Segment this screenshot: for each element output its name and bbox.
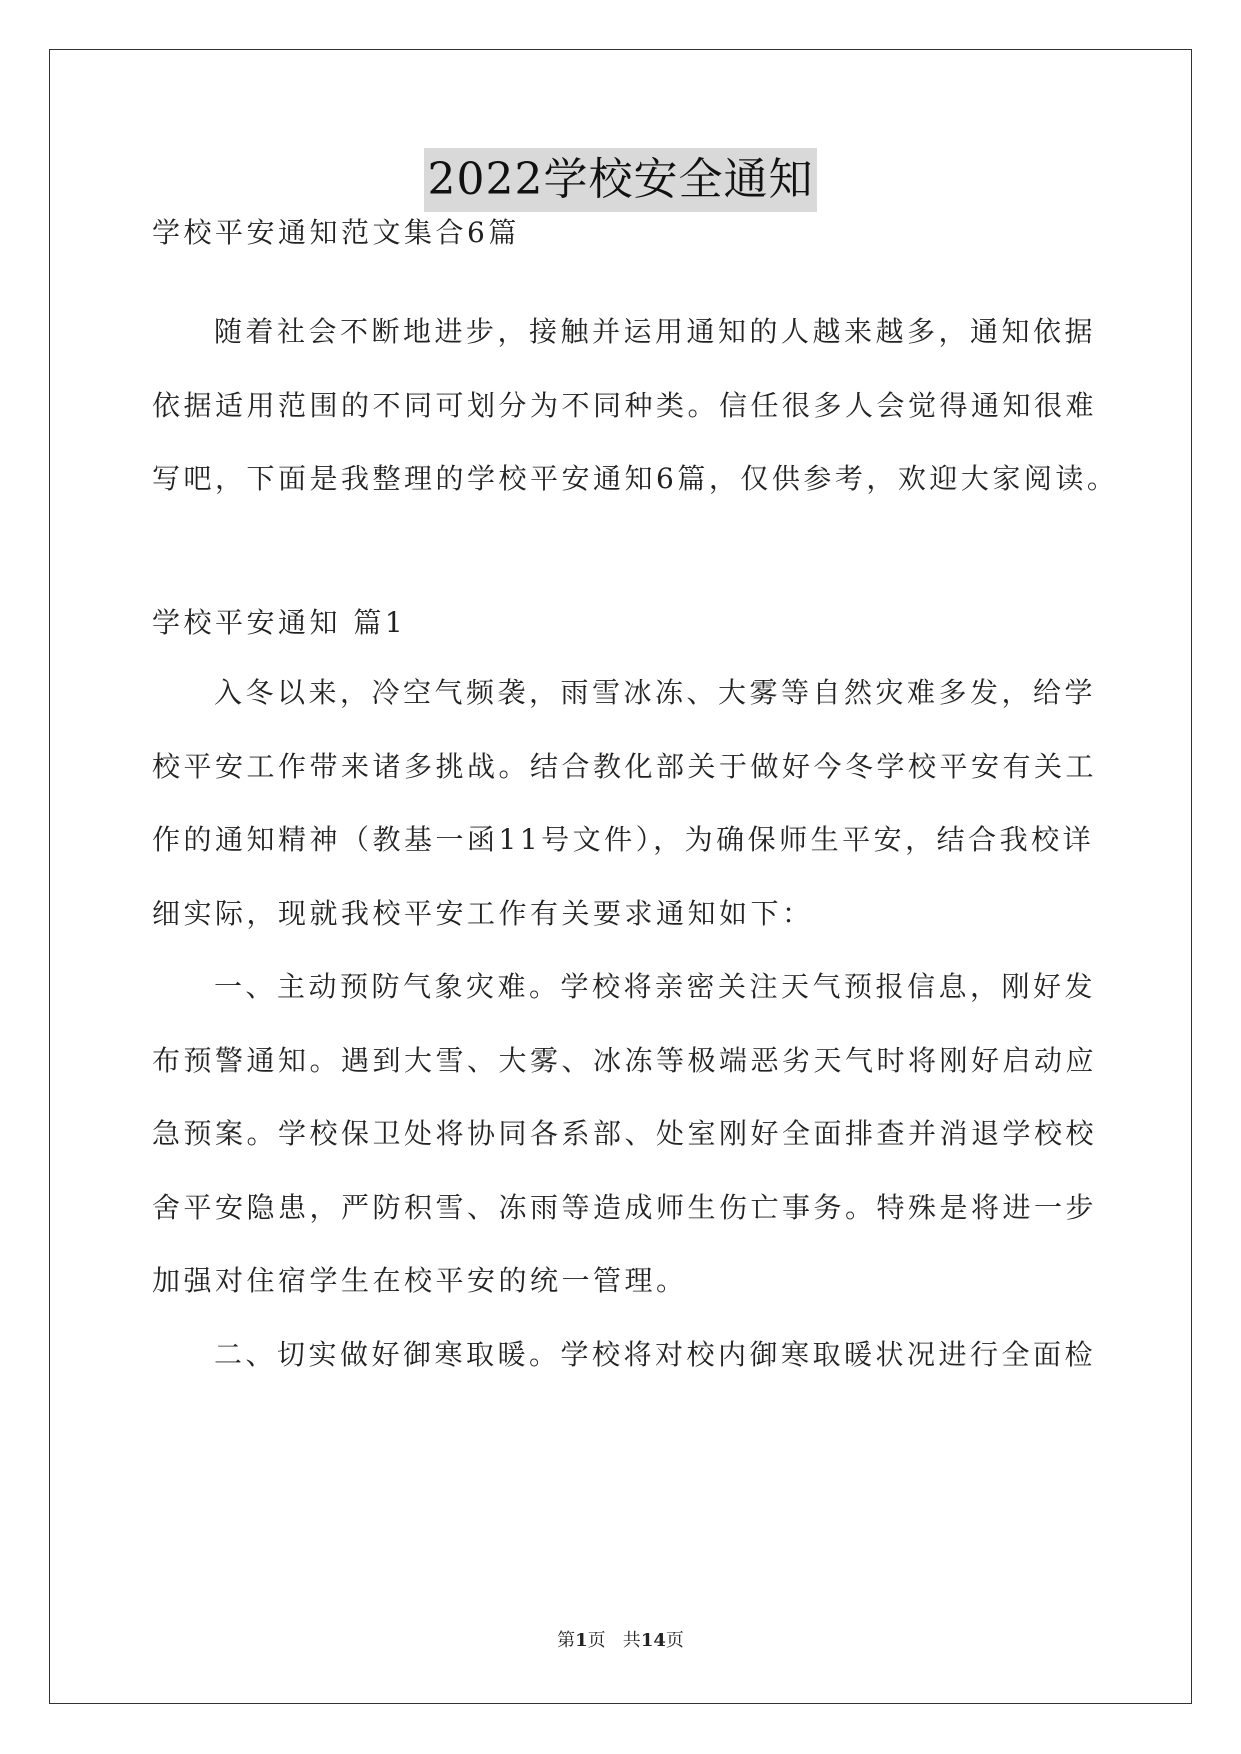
body-line: 作的通知精神（教基一函11号文件），为确保师生平安，结合我校详	[152, 823, 1095, 856]
title-container	[0, 148, 1241, 212]
intro-line: 依据适用范围的不同可划分为不同种类。信任很多人会觉得通知很难	[152, 389, 1098, 422]
body-line: 布预警通知。遇到大雪、大雾、冰冻等极端恶劣天气时将刚好启动应	[152, 1044, 1098, 1077]
page-current: 1	[575, 1630, 588, 1651]
section-heading: 学校平安通知 篇1	[152, 606, 407, 639]
body-line: 急预案。学校保卫处将协同各系部、处室刚好全面排查并消退学校校	[152, 1117, 1098, 1150]
body-line: 舍平安隐患，严防积雪、冻雨等造成师生伤亡事务。特殊是将进一步	[152, 1191, 1098, 1224]
page-footer	[0, 1626, 1241, 1652]
body-line: 加强对住宿学生在校平安的统一管理。	[152, 1264, 688, 1297]
document-title: 2022学校安全通知	[424, 148, 818, 212]
intro-line: 写吧，下面是我整理的学校平安通知6篇，仅供参考，欢迎大家阅读。	[152, 462, 1119, 495]
intro-line: 随着社会不断地进步，接触并运用通知的人越来越多，通知依据	[214, 315, 1097, 348]
body-line: 一、主动预防气象灾难。学校将亲密关注天气预报信息，刚好发	[214, 970, 1097, 1003]
page-mid: 页 共	[587, 1630, 641, 1651]
body-line: 细实际，现就我校平安工作有关要求通知如下：	[152, 897, 814, 930]
body-line: 入冬以来，冷空气频袭，雨雪冰冻、大雾等自然灾难多发，给学	[214, 676, 1097, 709]
subtitle: 学校平安通知范文集合6篇	[152, 216, 520, 249]
page-border	[49, 49, 1192, 1704]
body-line: 二、切实做好御寒取暖。学校将对校内御寒取暖状况进行全面检	[214, 1338, 1097, 1371]
page-total: 14	[640, 1630, 666, 1651]
page-prefix: 第	[557, 1630, 576, 1651]
page-suffix: 页	[665, 1630, 684, 1651]
body-line: 校平安工作带来诸多挑战。结合教化部关于做好今冬学校平安有关工	[152, 750, 1098, 783]
